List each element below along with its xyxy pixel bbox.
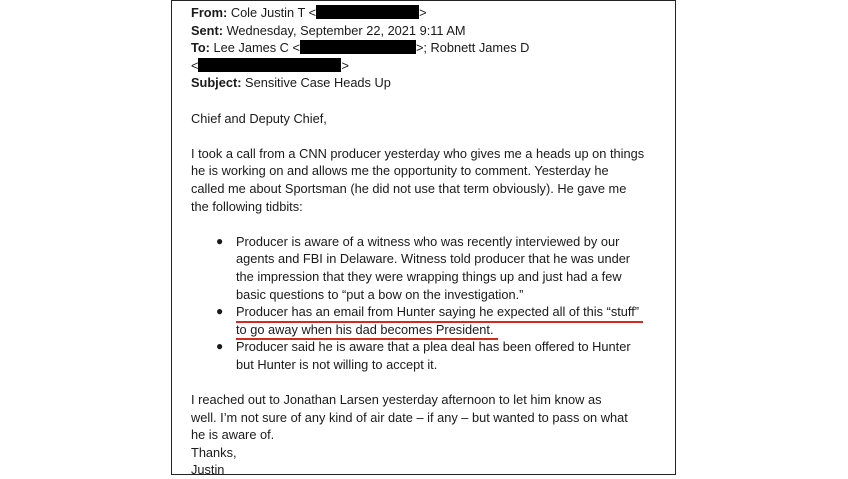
from-value: Cole Justin T < (230, 5, 317, 20)
from-label: From: (191, 5, 228, 20)
subject-row (191, 74, 665, 92)
from-row (191, 4, 665, 22)
sent-label: Sent: (191, 22, 223, 38)
to-row (191, 39, 665, 57)
bullet-item-highlighted (191, 303, 665, 338)
text-line: basic questions to “put a bow on the investigation.” (236, 286, 524, 302)
text-line: agents and FBI in Delaware. Witness told producer that he was under (236, 251, 631, 267)
spacer (191, 92, 665, 110)
bullet-item (191, 233, 665, 303)
underlined-text (236, 303, 639, 321)
text-line: but Hunter is not willing to accept it. (236, 356, 438, 372)
email-content (191, 4, 665, 479)
text-line: the impression that they were wrapping things up and just had a few (236, 268, 622, 284)
from-end: > (419, 5, 427, 20)
to-row-continued (191, 57, 665, 75)
redaction-bar (316, 5, 419, 19)
sent-row (191, 22, 665, 40)
to-mid: >; Robnett James D (415, 40, 530, 56)
bullet-dot-icon: ● (216, 304, 224, 319)
bullet-dot-icon: ● (216, 233, 224, 248)
to-label: To: (191, 40, 210, 56)
text-line: to go away when his dad becomes President. (236, 321, 494, 337)
paragraph-2 (191, 391, 665, 444)
signoff: Thanks, (191, 444, 237, 460)
underlined-text (236, 321, 494, 339)
text-line: called me about Sportsman (he did not use that term obviously). He gave me (191, 180, 627, 196)
paragraph-1 (191, 145, 665, 215)
text-line: he is aware of. (191, 427, 275, 443)
to-line2-start: < (191, 57, 199, 73)
subject-value: Sensitive Case Heads Up (245, 75, 391, 91)
redaction-bar (198, 58, 341, 72)
greeting: Chief and Deputy Chief, (191, 110, 327, 126)
text-line: he is working on and allows me the opportunity to comment. Yesterday he (191, 163, 609, 179)
text-line: Producer said he is aware that a plea deal has been offered to Hunter (236, 339, 631, 355)
signature: Justin (191, 462, 225, 478)
subject-label: Subject: (191, 75, 242, 91)
bullet-dot-icon: ● (216, 339, 224, 354)
text-line: Producer is aware of a witness who was recently interviewed by our (236, 233, 620, 249)
to-line2-end: > (341, 57, 349, 73)
to-value: Lee James C < (213, 40, 300, 56)
spacer (191, 127, 665, 145)
text-line: the following tidbits: (191, 198, 303, 214)
email-printout-frame (171, 0, 676, 478)
redaction-bar (300, 40, 416, 54)
spacer (191, 373, 665, 391)
spacer (191, 215, 665, 233)
bullet-item (191, 338, 665, 373)
text-line: I reached out to Jonathan Larsen yesterday afternoon to let him know as (191, 392, 602, 408)
sent-value: Wednesday, September 22, 2021 9:11 AM (226, 22, 466, 38)
text-line: I took a call from a CNN producer yesterday who gives me a heads up on things (191, 145, 645, 161)
bullet-list (191, 233, 665, 374)
text-line: Producer has an email from Hunter saying he expected all of this “stuff” (236, 304, 640, 320)
text-line: well. I’m not sure of any kind of air date – if any – but wanted to pass on what (191, 409, 628, 425)
